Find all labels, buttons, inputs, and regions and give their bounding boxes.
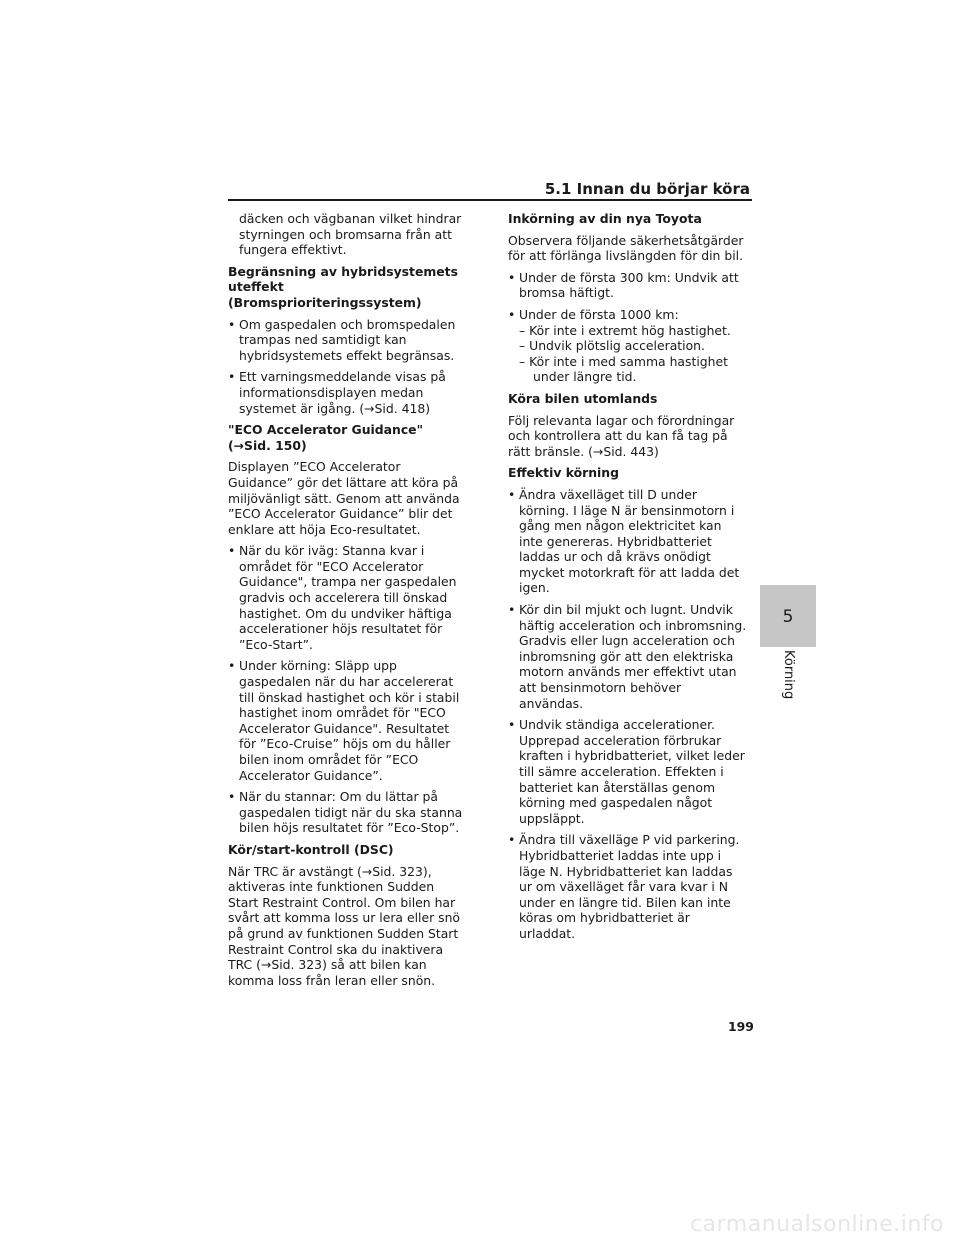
section-title: 5.1 Innan du börjar köra [544,180,750,198]
list-item: • När du stannar: Om du lättar på gaspedalen tidigt när du ska stanna bilen höjs resultatet för ”Eco-Stop”. [228,789,468,836]
watermark: carmanualsonline.info [690,1212,944,1237]
chapter-number: 5 [782,607,794,627]
paragraph-eco-guidance: Displayen ”ECO Accelerator Guidance” gör det lättare att köra på miljövänligt sätt. Genom att använda ”ECO Accelerator Guidance” blir det enklare att höja Eco-resultatet. [228,459,460,537]
page-number: 199 [728,1019,754,1034]
heading-hybrid-output-limit: Begränsning av hybridsystemets uteffekt (Bromsprioriteringssystem) [228,263,458,310]
list-item: • Under körning: Släpp upp gaspedalen när du har accelererat till önskad hastighet och kör i stabil hastighet inom området för "ECO Accelerator Guidance". Resultatet för ”Eco-Cruise” höjs om du håller bilen inom området för ”ECO Accelerator Guidance”. [228,658,468,783]
list-hybrid-output-limit [228,317,468,417]
heading-drive-start-control: Kör/start-kontroll (DSC) [228,841,394,857]
intro-continuation: däcken och vägbanan vilket hindrar styrningen och bromsarna från att fungera effektivt. [239,211,462,258]
list-item-lead: Under de första 1000 km: [519,306,679,322]
list-item [508,307,748,385]
heading-efficient-driving: Effektiv körning [508,465,619,481]
paragraph-driving-abroad: Följ relevanta lagar och förordningar och kontrollera att du kan få tag på rätt bränsle. (→Sid. 443) [508,412,735,459]
list-item: • När du kör iväg: Stanna kvar i området för "ECO Accelerator Guidance", trampa ner gaspedalen gradvis och accelerera till önskad hastighet. Om du undviker häftiga accelerationer höjs resultatet för ”Eco-Start”. [228,543,468,652]
paragraph-drive-start-control: När TRC är avstängt (→Sid. 323), aktiveras inte funktionen Sudden Start Restraint Control. Om bilen har svårt att komma loss ur lera eller snö på grund av funktionen Sudden Start Restraint Control ska du inaktivera TRC (→Sid. 323) så att bilen kan komma loss från leran eller snön. [228,863,461,988]
list-item: • Ett varningsmeddelande visas på informationsdisplayen medan systemet är igång. (→Sid. 418) [228,369,468,416]
list-item: • Undvik ständiga accelerationer. Upprepad acceleration förbrukar kraften i hybridbatteriet, vilket leder till sämre acceleration. Effekten i batteriet kan återställas genom körning med gaspedalen något uppsläppt. [508,717,748,826]
left-column [228,211,468,994]
right-column [508,211,748,948]
list-eco-guidance [228,543,468,836]
sub-item: – Kör inte i med samma hastighet under längre tid. [519,353,728,385]
sub-item: – Undvik plötslig acceleration. [519,338,705,354]
heading-break-in: Inkörning av din nya Toyota [508,211,702,226]
list-item: • Ändra växelläget till D under körning. I läge N är bensinmotorn i gång men någon elektricitet kan inte genereras. Hybridbatteriet laddas ur och då krävs onödigt mycket motorkraft för att ladda det igen. [508,487,748,596]
chapter-tab [760,585,816,647]
list-item: • Under de första 300 km: Undvik att bromsa häftigt. [508,270,748,301]
list-item: • Ändra till växelläge P vid parkering. Hybridbatteriet laddas inte upp i läge N. Hybridbatteriet kan laddas ur om växelläget får vara kvar i N under en längre tid. Bilen kan inte köras om hybridbatteriet är urladdat. [508,832,748,941]
header-divider [228,199,752,201]
sub-item: – Kör inte i extremt hög hastighet. [519,322,731,338]
heading-eco-guidance: "ECO Accelerator Guidance" (→Sid. 150) [228,422,424,453]
heading-driving-abroad: Köra bilen utomlands [508,390,658,406]
list-item: • Om gaspedalen och bromspedalen trampas ned samtidigt kan hybridsystemets effekt begränsas. [228,317,468,364]
chapter-label: Körning [781,650,796,700]
list-break-in [508,270,748,385]
list-efficient-driving [508,487,748,942]
list-item: • Kör din bil mjukt och lugnt. Undvik häftig acceleration och inbromsning. Gradvis eller lugn acceleration och inbromsning gör att den elektriska motorn används mer effektivt utan att bensinmotorn behöver användas. [508,602,748,711]
paragraph-break-in: Observera följande säkerhetsåtgärder för att förlänga livslängden för din bil. [508,232,744,264]
